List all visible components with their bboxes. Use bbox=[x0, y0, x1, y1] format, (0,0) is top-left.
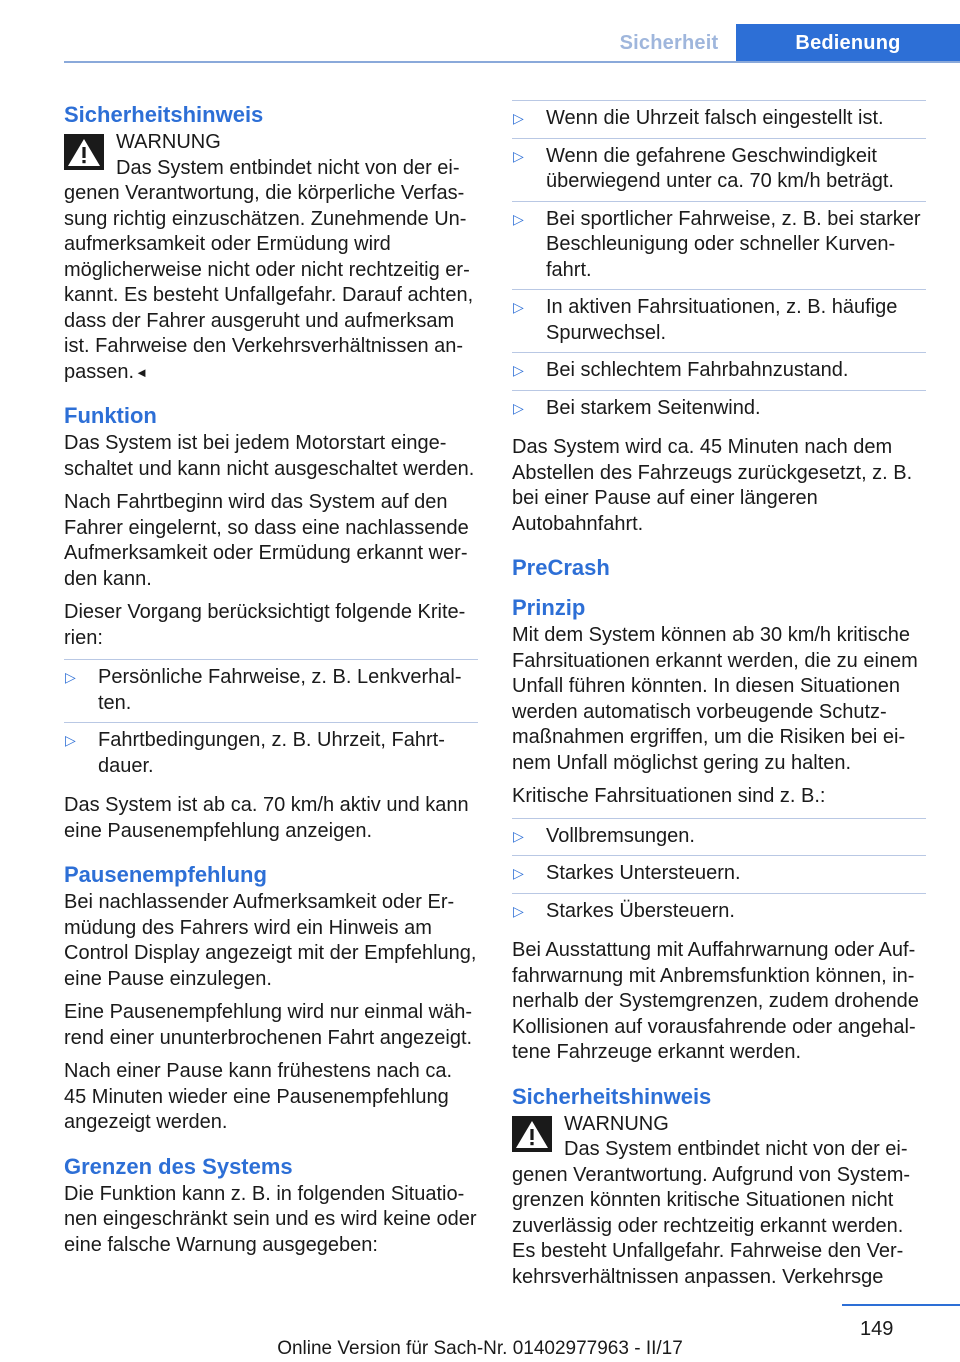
list-item-text: Bei starkem Seitenwind. bbox=[546, 396, 761, 419]
paragraph: Die Funktion kann z. B. in folgenden Situationen eingeschränkt sein und es wird keine oder eine falsche Warnung ausgegeben: bbox=[64, 1182, 477, 1256]
paragraph: Nach Fahrtbeginn wird das System auf den Fahrer eingelernt, so dass eine nachlassende Aufmerksamkeit oder Ermüdung erkannt werden kann. bbox=[64, 491, 469, 590]
paragraph: Mit dem System können ab 30 km/h kritische Fahrsituationen erkannt werden, die zu einem Unfall führen könnten. In diesen Situationen werden automatisch vorbeugende Schutzmaßnahmen ergriffen, um die Risiken bei einem Unfall möglichst gering zu halten. bbox=[512, 624, 918, 774]
heading-sicherheitshinweis: Sicherheitshinweis bbox=[64, 102, 264, 127]
left-column bbox=[64, 100, 478, 1266]
paragraph: Bei nachlassender Aufmerksamkeit oder Ermüdung des Fahrers wird ein Hinweis am Control Display angezeigt mit der Empfehlung, eine Pause einzulegen. bbox=[64, 891, 477, 990]
list-item-text: Bei schlechtem Fahrbahnzustand. bbox=[546, 359, 849, 381]
list-item-text: In aktiven Fahrsituationen, z. B. häufige Spurwechsel. bbox=[546, 296, 898, 344]
heading-sicherheitshinweis-2: Sicherheitshinweis bbox=[512, 1083, 712, 1109]
header-tabs bbox=[602, 24, 960, 62]
list-item-text: Vollbremsungen. bbox=[546, 824, 695, 847]
list-item bbox=[512, 893, 926, 931]
list-item bbox=[512, 855, 926, 893]
warning-title: WARNUNG bbox=[564, 1112, 669, 1135]
footer-online-version: Online Version für Sach-Nr. 01402977963 - II/17 bbox=[277, 1338, 683, 1359]
paragraph: Eine Pausenempfehlung wird nur einmal während einer ununterbrochenen Fahrt angezeigt. bbox=[64, 1001, 473, 1049]
heading-funktion: Funktion bbox=[64, 403, 157, 428]
list-item bbox=[512, 390, 926, 428]
right-column bbox=[512, 100, 926, 1298]
criteria-list bbox=[64, 659, 478, 785]
tab-sicherheit[interactable]: Sicherheit bbox=[619, 31, 719, 54]
bullet-triangle-icon: ▷ bbox=[513, 147, 524, 164]
paragraph: Nach einer Pause kann frühestens nach ca. 45 Minuten wieder eine Pausenempfehlung angezeigt werden. bbox=[64, 1060, 453, 1133]
footer-divider bbox=[842, 1304, 960, 1306]
list-item bbox=[512, 352, 926, 390]
paragraph: Bei Ausstattung mit Auffahrwarnung oder Auffahrwarnung mit Anbremsfunktion können, innerhalb der Systemgrenzen, zudem drohende Kollisionen auf vorausfahrende oder angehaltene Fahrzeuge erkannt werden. bbox=[512, 939, 919, 1063]
bullet-triangle-icon: ▷ bbox=[513, 902, 524, 919]
paragraph: Dieser Vorgang berücksichtigt folgende Kriterien: bbox=[64, 601, 466, 649]
bullet-triangle-icon: ▷ bbox=[513, 827, 524, 844]
warning-block bbox=[512, 1112, 926, 1291]
list-item-text: Fahrtbedingungen, z. B. Uhrzeit, Fahrtdauer. bbox=[98, 729, 445, 777]
list-item bbox=[64, 659, 478, 722]
list-item-text: Starkes Untersteuern. bbox=[546, 862, 741, 884]
warning-block bbox=[64, 130, 478, 385]
list-item-text: Wenn die Uhrzeit falsch eingestellt ist. bbox=[546, 107, 884, 129]
warning-icon bbox=[512, 1116, 552, 1152]
list-item-text: Persönliche Fahrweise, z. B. Lenkverhalten. bbox=[98, 666, 462, 714]
heading-pausenempfehlung: Pausenempfehlung bbox=[64, 862, 267, 887]
warning-icon bbox=[64, 134, 104, 170]
list-item bbox=[512, 201, 926, 290]
bullet-triangle-icon: ▷ bbox=[513, 362, 524, 378]
heading-precrash: PreCrash bbox=[512, 555, 610, 580]
limits-list bbox=[512, 100, 926, 427]
list-item-text: Wenn die gefahrene Geschwindigkeit überwiegend unter ca. 70 km/h beträgt. bbox=[546, 144, 894, 192]
tab-bedienung[interactable]: Bedienung bbox=[736, 24, 960, 62]
bullet-triangle-icon: ▷ bbox=[513, 399, 524, 416]
list-item-text: Bei sportlicher Fahrweise, z. B. bei starker Beschleunigung oder schneller Kurvenfahrt. bbox=[546, 207, 921, 281]
page-number: 149 bbox=[860, 1318, 894, 1340]
list-item bbox=[512, 289, 926, 352]
paragraph: Das System wird ca. 45 Minuten nach dem Abstellen des Fahrzeugs zurückgesetzt, z. B. bei einer Pause auf einer längeren Autobahnfahrt. bbox=[512, 436, 913, 535]
paragraph: Kritische Fahrsituationen sind z. B.: bbox=[512, 785, 826, 807]
list-item bbox=[512, 100, 926, 138]
bullet-triangle-icon: ▷ bbox=[513, 299, 524, 315]
header-divider bbox=[64, 61, 960, 63]
bullet-triangle-icon: ▷ bbox=[65, 732, 76, 748]
warning-text: Das System entbindet nicht von der eigenen Verantwortung, die körperliche Verfassung richtig einzuschätzen. Zunehmende Unaufmerksamkeit oder Ermüdung wird möglicherweise nicht oder nicht rechtzeitig erkannt. Es besteht Unfallgefahr. Darauf achten, dass der Fahrer ausgeruht und aufmerksam ist. Fahrweise den Verkehrsverhältnissen anpassen. bbox=[64, 156, 474, 383]
heading-grenzen: Grenzen des Systems bbox=[64, 1153, 293, 1179]
bullet-triangle-icon: ▷ bbox=[513, 210, 524, 227]
warning-title: WARNUNG bbox=[116, 131, 221, 153]
list-item bbox=[512, 138, 926, 201]
warning-text: Das System entbindet nicht von der eigenen Verantwortung. Aufgrund von Systemgrenzen könnten kritische Situationen nicht zuverlässig oder rechtzeitig erkannt werden. Es besteht Unfallgefahr. Fahrweise den Verkehrsverhältnissen anpassen. Verkehrsge bbox=[512, 1138, 911, 1288]
paragraph: Das System ist ab ca. 70 km/h aktiv und kann eine Pausenempfehlung anzeigen. bbox=[64, 794, 469, 842]
paragraph: Das System ist bei jedem Motorstart eingeschaltet und kann nicht ausgeschaltet werden. bbox=[64, 432, 475, 480]
end-mark-icon: ◄ bbox=[135, 364, 148, 380]
list-item bbox=[64, 722, 478, 785]
bullet-triangle-icon: ▷ bbox=[65, 669, 76, 685]
heading-prinzip: Prinzip bbox=[512, 595, 586, 620]
bullet-triangle-icon: ▷ bbox=[513, 110, 524, 126]
critical-list bbox=[512, 818, 926, 931]
bullet-triangle-icon: ▷ bbox=[513, 865, 524, 881]
list-item bbox=[512, 818, 926, 856]
list-item-text: Starkes Übersteuern. bbox=[546, 899, 735, 922]
